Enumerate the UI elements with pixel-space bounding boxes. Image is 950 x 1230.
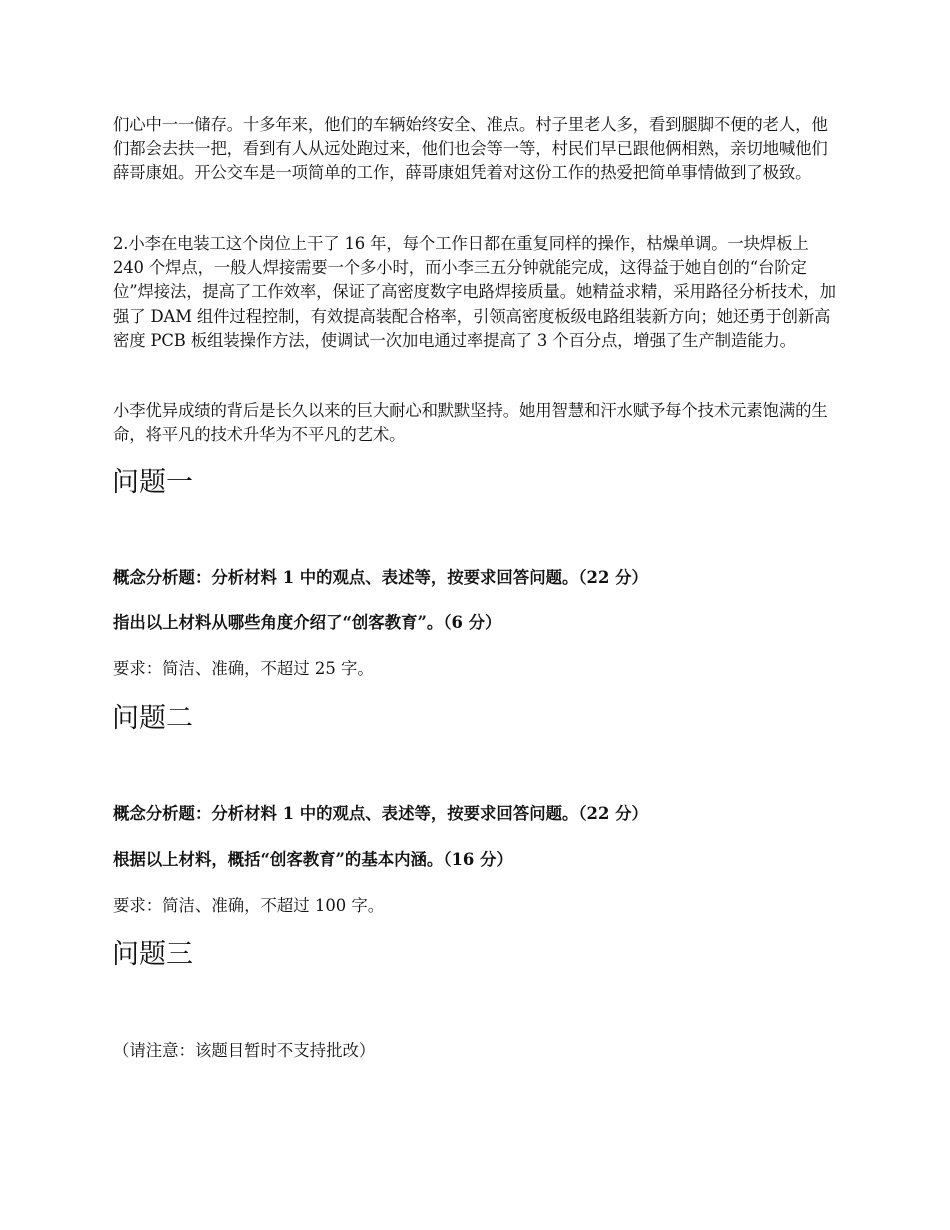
question-2-type: 概念分析题：分析材料 1 中的观点、表述等，按要求回答问题。（22 分） bbox=[113, 804, 648, 823]
question-3-heading: 问题三 bbox=[112, 939, 193, 970]
question-2-prompt: 根据以上材料，概括“创客教育”的基本内涵。（16 分） bbox=[113, 850, 513, 869]
question-1-heading: 问题一 bbox=[112, 467, 193, 498]
question-1-prompt: 指出以上材料从哪些角度介绍了“创客教育”。（6 分） bbox=[113, 613, 502, 632]
question-1-requirement: 要求：简洁、准确，不超过 25 字。 bbox=[113, 659, 374, 678]
question-2-requirement: 要求：简洁、准确，不超过 100 字。 bbox=[113, 896, 385, 915]
question-2-heading: 问题二 bbox=[112, 703, 193, 734]
question-3-note: （请注意：该题目暂时不支持批改） bbox=[113, 1041, 376, 1060]
material-paragraph-2: 2.小李在电装工这个岗位上干了 16 年，每个工作日都在重复同样的操作，枯燥单调。一块焊板上 240 个焊点，一般人焊接需要一个多小时，而小李三五分钟就能完成，这得益于她自创的“台阶定位”焊接法，提高了工作效率，保证了高密度数字电路焊接质量。她精益求精，采用路径分析技术，加强了 DAM 组件过程控制，有效提高装配合格率，引领高密度板级电路组装新方向；她还勇于创新高密度 PCB 板组装操作方法，使调试一次加电通过率提高了 3 个百分点，增强了生产制造能力。 bbox=[113, 234, 836, 350]
question-1-type: 概念分析题：分析材料 1 中的观点、表述等，按要求回答问题。（22 分） bbox=[113, 568, 648, 587]
material-paragraph-3: 小李优异成绩的背后是长久以来的巨大耐心和默默坚持。她用智慧和汗水赋予每个技术元素饱满的生命，将平凡的技术升华为不平凡的艺术。 bbox=[113, 401, 828, 445]
material-paragraph-1: 们心中一一储存。十多年来，他们的车辆始终安全、准点。村子里老人多，看到腿脚不便的老人，他们都会去扶一把，看到有人从远处跑过来，他们也会等一等，村民们早已跟他俩相熟，亲切地喊他们薛哥康姐。开公交车是一项简单的工作，薛哥康姐凭着对这份工作的热爱把简单事情做到了极致。 bbox=[113, 115, 828, 183]
